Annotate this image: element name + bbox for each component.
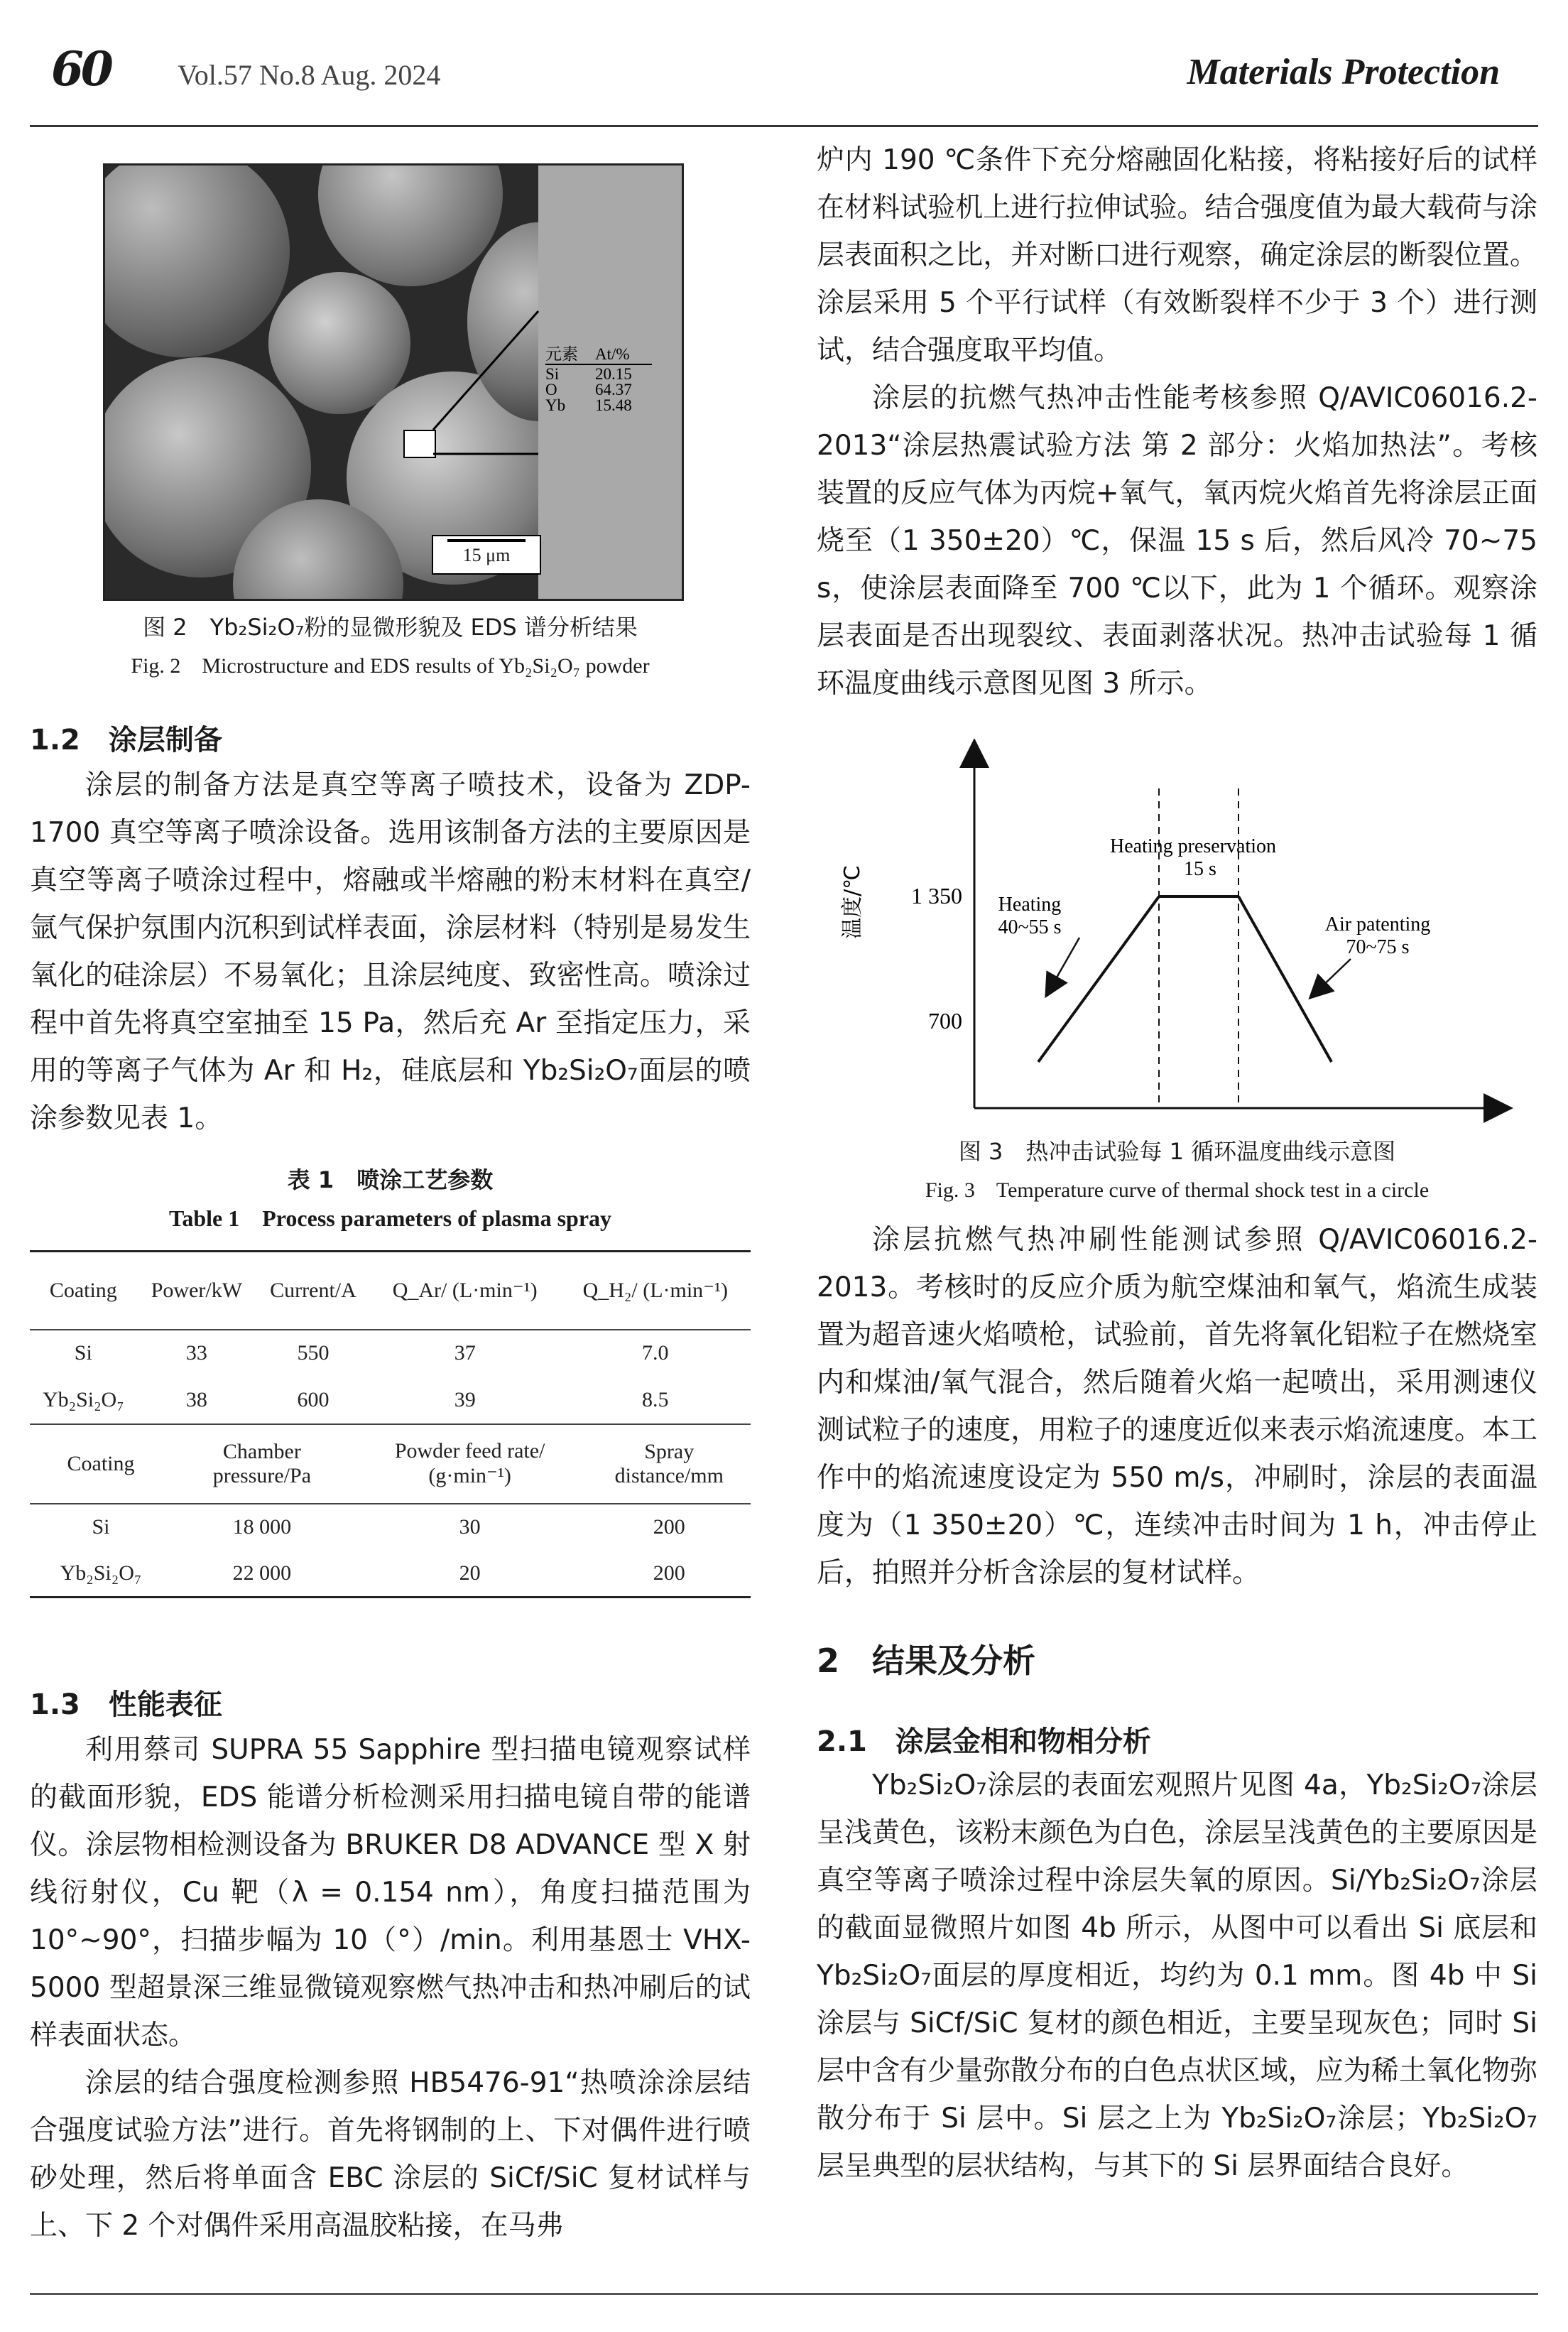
table-cell: 20 xyxy=(459,1561,481,1585)
fig3-caption-en: Fig. 3 Temperature curve of thermal shock test in a circle xyxy=(925,1178,1430,1202)
table-header-cell: Q_Ar/ (L·min⁻¹) xyxy=(392,1279,538,1303)
temperature-curve xyxy=(1038,896,1332,1062)
paragraph: 涂层的制备方法是真空等离子喷技术，设备为 ZDP-1700 真空等离子喷涂设备。选用该制备方法的主要原因是真空等离子喷涂过程中，熔融或半熔融的粉末材料在真空/氩气保护氛围内沉积到试样表面，涂层材料（特别是易发生氧化的硅涂层）不易氧化；且涂层纯度、致密性高。喷涂过程中首先将真空室抽至 15 Pa，然后充 Ar 至指定压力，采用的等离子气体为 Ar 和 H₂，硅底层和 Yb₂Si₂O₇面层的喷涂参数见表 1。 xyxy=(30,769,751,1134)
table-cell: Yb₂Si₂O₇ xyxy=(60,1561,142,1585)
table-cell: 200 xyxy=(653,1561,685,1585)
table-cell: 600 xyxy=(297,1387,330,1411)
page-number: 60 xyxy=(51,41,111,97)
annotation-arrow xyxy=(1051,938,1079,987)
table-header-cell: Coating xyxy=(67,1451,135,1475)
paragraph: 涂层的结合强度检测参照 HB5476-91“热喷涂涂层结合强度试验方法”进行。首先将钢制的上、下对偶件进行喷砂处理，然后将单面含 EBC 涂层的 SiCf/SiC 复材试样与上、下 2 个对偶件采用高温胶粘接，在马弗 xyxy=(30,2067,751,2242)
y-tick-label: 1 350 xyxy=(911,883,962,909)
table1-caption-cn: 表 1 喷涂工艺参数 xyxy=(287,1166,494,1193)
table-header-cell: Power/kW xyxy=(151,1278,243,1302)
section-heading-1-2: 1.2 涂层制备 xyxy=(30,724,222,756)
issue-info: Vol.57 No.8 Aug. 2024 xyxy=(178,59,441,91)
table-cell: 39 xyxy=(454,1387,476,1411)
eds-value: 15.48 xyxy=(595,396,632,414)
annotation-air-time: 70~75 s xyxy=(1346,936,1410,958)
table-cell: Si xyxy=(92,1515,110,1539)
right-column-middle xyxy=(817,1216,1537,1597)
fig3-caption-cn: 图 3 热冲击试验每 1 循环温度曲线示意图 xyxy=(958,1138,1396,1165)
eds-header-value: At/% xyxy=(595,345,630,363)
table-cell: 38 xyxy=(185,1387,207,1411)
table-cell: Yb₂Si₂O₇ xyxy=(42,1387,124,1411)
section-1-3-body xyxy=(30,1726,751,2250)
table-cell: Si xyxy=(74,1341,92,1365)
annotation-preservation-time: 15 s xyxy=(1184,858,1216,880)
table-cell: 550 xyxy=(297,1341,330,1365)
annotation-heating: Heating xyxy=(998,894,1062,916)
fig2-caption-en: Fig. 2 Microstructure and EDS results of Yb₂Si₂O₇ powder xyxy=(131,654,650,678)
annotation-heating-time: 40~55 s xyxy=(998,916,1062,938)
table-header-cell: Chamber pressure/Pa xyxy=(212,1439,312,1487)
y-tick-label: 700 xyxy=(928,1008,962,1034)
annotation-air: Air patenting xyxy=(1324,913,1431,935)
footer-rule xyxy=(30,2293,1538,2295)
eds-element: Yb xyxy=(545,396,566,414)
fig2-caption-cn: 图 2 Yb₂Si₂O₇粉的显微形貌及 EDS 谱分析结果 xyxy=(143,614,638,641)
eds-element: O xyxy=(545,381,557,398)
table-header-cell: Q_H₂/ (L·min⁻¹) xyxy=(582,1279,728,1303)
table-cell: 18 000 xyxy=(232,1515,292,1539)
table-cell: 7.0 xyxy=(642,1341,669,1365)
curve-segment xyxy=(1238,896,1332,1062)
table1-caption-en: Table 1 Process parameters of plasma spray xyxy=(168,1205,612,1231)
scale-bar-label: 15 μm xyxy=(462,545,511,565)
paragraph: 涂层的抗燃气热冲击性能考核参照 Q/AVIC06016.2-2013“涂层热震试验方法 第 2 部分：火焰加热法”。考核装置的反应气体为丙烷+氧气，氧丙烷火焰首先将涂层正面烧至（1 350±20）℃，保温 15 s 后，然后风冷 70~75 s，使涂层表面降至 700 ℃以下，此为 1 个循环。观察涂层表面是否出现裂纹、表面剥落状况。热冲击试验每 1 循环温度曲线示意图见图 3 所示。 xyxy=(817,382,1537,700)
fig3-chart xyxy=(817,739,1537,1137)
table-header-cell: Powder feed rate/ (g·min⁻¹) xyxy=(394,1439,545,1487)
paragraph: 炉内 190 ℃条件下充分熔融固化粘接，将粘接好后的试样在材料试验机上进行拉伸试验。结合强度值为最大载荷与涂层表面积之比，并对断口进行观察，确定涂层的断裂位置。涂层采用 5 个平行试样（有效断裂样不少于 3 个）进行测试，结合强度取平均值。 xyxy=(817,144,1537,367)
table-cell: 8.5 xyxy=(642,1387,669,1411)
table-cell: 33 xyxy=(185,1341,207,1365)
right-column-bottom xyxy=(817,1762,1537,2190)
table-cell: 200 xyxy=(653,1515,685,1539)
table-cell: 22 000 xyxy=(232,1561,292,1585)
eds-value: 20.15 xyxy=(595,365,632,383)
table-cell: 30 xyxy=(459,1515,481,1539)
annotation-preservation: Heating preservation xyxy=(1109,835,1277,857)
annotation-arrow xyxy=(1317,959,1351,991)
eds-value: 64.37 xyxy=(595,381,632,398)
y-axis-label: 温度/℃ xyxy=(840,865,865,939)
table-header-cell: Coating xyxy=(49,1278,117,1302)
scale-bar xyxy=(432,535,541,575)
section-heading-2: 2 结果及分析 xyxy=(817,1642,1036,1680)
table-header-cell: Current/A xyxy=(270,1278,356,1302)
eds-header-element: 元素 xyxy=(545,345,578,363)
table1 xyxy=(30,1250,751,1598)
header-rule xyxy=(30,125,1538,127)
right-column-top xyxy=(817,136,1537,707)
table-header-cell: Spray distance/mm xyxy=(614,1439,724,1487)
journal-title: Materials Protection xyxy=(1187,52,1500,92)
section-heading-1-3: 1.3 性能表征 xyxy=(30,1688,222,1721)
paragraph: Yb₂Si₂O₇涂层的表面宏观照片见图 4a，Yb₂Si₂O₇涂层呈浅黄色，该粉末颜色为白色，涂层呈浅黄色的主要原因是真空等离子喷涂过程中涂层失氧的原因。Si/Yb₂Si₂O₇涂层的截面显微照片如图 4b 所示，从图中可以看出 Si 底层和 Yb₂Si₂O₇面层的厚度相近，均约为 0.1 mm。图 4b 中 Si 涂层与 SiCf/SiC 复材的颜色相近，主要呈现灰色；同时 Si 层中含有少量弥散分布的白色点状区域，应为稀土氧化物弥散分布于 Si 层中。Si 层之上为 Yb₂Si₂O₇涂层；Yb₂Si₂O₇层呈典型的层状结构，与其下的 Si 层界面结合良好。 xyxy=(817,1769,1537,2182)
eds-table xyxy=(545,347,652,413)
section-1-2-body xyxy=(30,761,751,1142)
paragraph: 利用蔡司 SUPRA 55 Sapphire 型扫描电镜观察试样的截面形貌，EDS 能谱分析检测采用扫描电镜自带的能谱仪。涂层物相检测设备为 BRUKER D8 ADVANCE 型 X 射线衍射仪，Cu 靶（λ = 0.154 nm），角度扫描范围为 10°~90°，扫描步幅为 10（°）/min。利用基恩士 VHX-5000 型超景深三维显微镜观察燃气热冲击和热冲刷后的试样表面状态。 xyxy=(30,1734,751,2051)
table-cell: 37 xyxy=(454,1341,476,1365)
paragraph: 涂层抗燃气热冲刷性能测试参照 Q/AVIC06016.2-2013。考核时的反应介质为航空煤油和氧气，焰流生成装置为超音速火焰喷枪，试验前，首先将氧化铝粒子在燃烧室内和煤油/氧气混合，然后随着火焰一起喷出，采用测速仪测试粒子的速度，用粒子的速度近似来表示焰流速度。本工作中的焰流速度设定为 550 m/s，冲刷时，涂层的表面温度为（1 350±20）℃，连续冲击时间为 1 h，冲击停止后，拍照并分析含涂层的复材试样。 xyxy=(817,1224,1537,1589)
section-heading-2-1: 2.1 涂层金相和物相分析 xyxy=(817,1725,1151,1758)
eds-element: Si xyxy=(545,365,560,383)
